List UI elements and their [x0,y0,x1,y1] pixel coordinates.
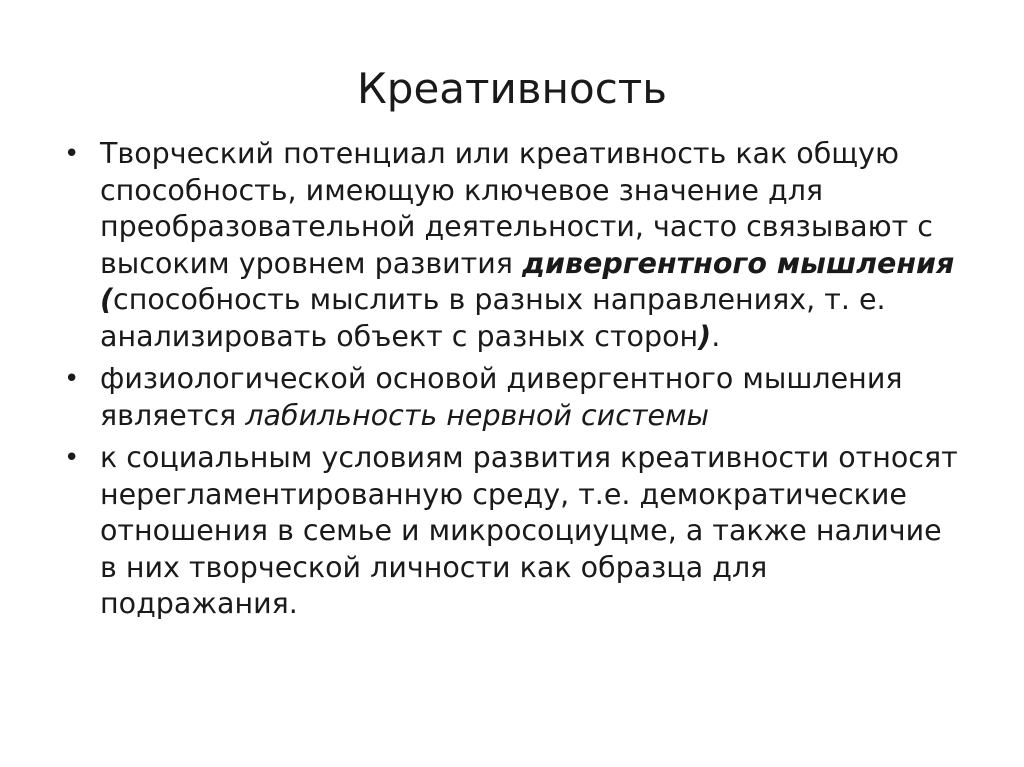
bullet-1-text-end: . [711,319,721,353]
bullet-item-1 [60,136,960,355]
bullet-3-text: к социальным условиям развития креативности относят нерегламентированную среду, т.е. демократические отношения в семье и микросоциуцме, а также наличие в них творческой личности как образца для подражания. [100,441,958,620]
bullet-1-text-cont: способность мыслить в разных направлениях, т. е. анализировать объект с разных сторон [100,283,886,353]
bullet-dot-icon: • [64,443,80,473]
bullet-dot-icon: • [64,364,80,394]
bullet-2-text: физиологической основой дивергентного мышления является [100,362,903,432]
bullet-item-3 [60,440,960,623]
bullet-2-emphasis: лабильность нервной системы [245,398,710,432]
bullet-list [60,136,960,629]
bullet-item-2 [60,361,960,434]
slide-title: Креативность [356,64,668,113]
bullet-1-text: Творческий потенциал или креативность как общую способность, имеющую ключевое значение для преобразовательной деятельности, часто связывают с высоким уровнем развития [100,137,933,280]
bullet-1-emphasis-close: ) [698,319,712,353]
bullet-1-emphasis: дивергентного мышления ( [100,246,955,316]
bullet-dot-icon: • [64,139,80,169]
